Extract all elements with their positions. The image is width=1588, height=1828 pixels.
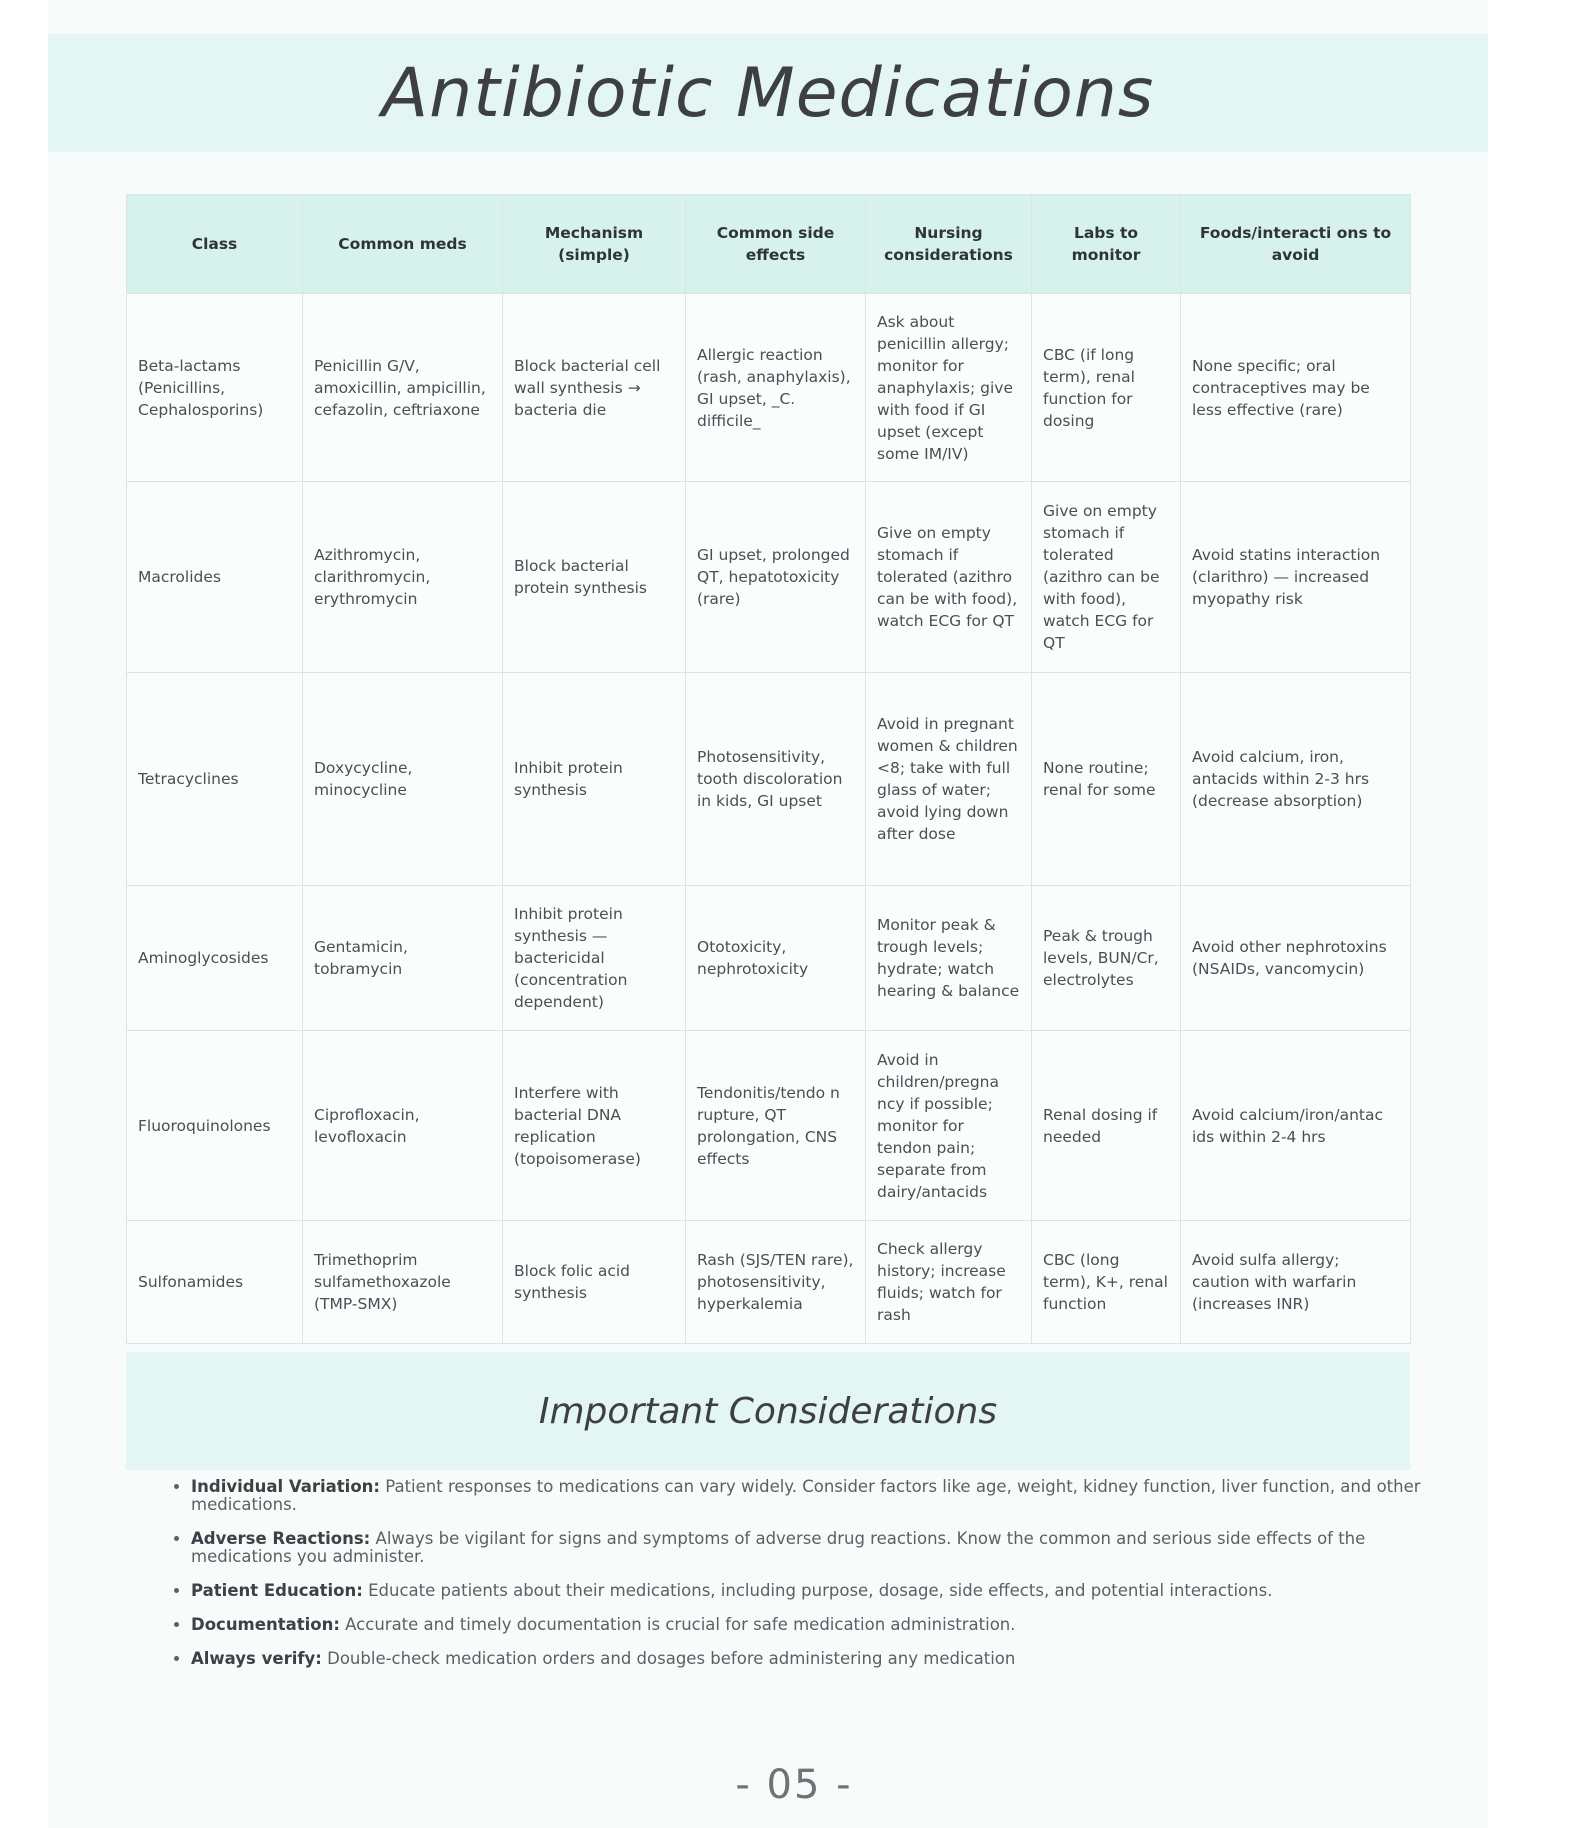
table-row [127,1221,1411,1344]
cell-side-effects: GI upset, prolonged QT, hepatotoxicity (rare) [686,482,866,673]
table-row [127,482,1411,673]
cell-labs: CBC (if long term), renal function for dosing [1032,294,1181,482]
cell-class: Sulfonamides [127,1221,303,1344]
antibiotic-table-container [126,194,1410,1344]
list-item [191,1582,1421,1600]
list-item-lead: Always verify: [191,1649,322,1668]
cell-labs: Renal dosing if needed [1032,1031,1181,1221]
cell-common-meds: Azithromycin, clarithromycin, erythromycin [303,482,503,673]
page-number: - 05 - [735,1762,853,1808]
list-item [191,1650,1421,1668]
header-labs: Labs to monitor [1032,195,1181,294]
page-title: Antibiotic Medications [381,53,1155,133]
cell-nursing: Monitor peak & trough levels; hydrate; watch hearing & balance [866,886,1032,1031]
cell-interactions: None specific; oral contraceptives may be less effective (rare) [1181,294,1411,482]
cell-side-effects: Allergic reaction (rash, anaphylaxis), GI upset, _C. difficile_ [686,294,866,482]
cell-mechanism: Block folic acid synthesis [503,1221,686,1344]
cell-interactions: Avoid sulfa allergy; caution with warfarin (increases INR) [1181,1221,1411,1344]
antibiotic-table [126,194,1411,1344]
considerations-list [165,1478,1421,1684]
list-item-lead: Adverse Reactions: [191,1529,371,1548]
list-item-text: Always be vigilant for signs and symptoms of adverse drug reactions. Know the common and serious side effects of the medications you administer. [191,1529,1366,1566]
considerations-band [126,1352,1410,1470]
cell-common-meds: Ciprofloxacin, levofloxacin [303,1031,503,1221]
header-nursing-considerations: Nursing considerations [866,195,1032,294]
cell-interactions: Avoid calcium/iron/antac ids within 2-4 hrs [1181,1031,1411,1221]
cell-nursing: Ask about penicillin allergy; monitor for anaphylaxis; give with food if GI upset (except some IM/IV) [866,294,1032,482]
cell-interactions: Avoid other nephrotoxins (NSAIDs, vancomycin) [1181,886,1411,1031]
cell-class: Fluoroquinolones [127,1031,303,1221]
list-item-text: Educate patients about their medications, including purpose, dosage, side effects, and potential interactions. [362,1581,1273,1600]
list-item-lead: Patient Education: [191,1581,363,1600]
cell-mechanism: Inhibit protein synthesis — bactericidal (concentration dependent) [503,886,686,1031]
list-item-lead: Documentation: [191,1615,340,1634]
header-common-meds: Common meds [303,195,503,294]
table-header-row [127,195,1411,294]
header-side-effects: Common side effects [686,195,866,294]
cell-common-meds: Trimethoprim sulfamethoxazole (TMP-SMX) [303,1221,503,1344]
list-item-text: Accurate and timely documentation is crucial for safe medication administration. [339,1615,1016,1634]
table-row [127,1031,1411,1221]
list-item [191,1616,1421,1634]
header-mechanism: Mechanism (simple) [503,195,686,294]
cell-side-effects: Rash (SJS/TEN rare), photosensitivity, hyperkalemia [686,1221,866,1344]
cell-common-meds: Doxycycline, minocycline [303,673,503,886]
cell-nursing: Check allergy history; increase fluids; watch for rash [866,1221,1032,1344]
cell-labs: Peak & trough levels, BUN/Cr, electrolytes [1032,886,1181,1031]
title-band [48,34,1488,152]
list-item [191,1530,1421,1566]
cell-mechanism: Block bacterial cell wall synthesis → bacteria die [503,294,686,482]
cell-labs: Give on empty stomach if tolerated (azithro can be with food), watch ECG for QT [1032,482,1181,673]
cell-side-effects: Tendonitis/tendo n rupture, QT prolongation, CNS effects [686,1031,866,1221]
cell-interactions: Avoid calcium, iron, antacids within 2-3 hrs (decrease absorption) [1181,673,1411,886]
cell-side-effects: Photosensitivity, tooth discoloration in kids, GI upset [686,673,866,886]
list-item [191,1478,1421,1514]
cell-side-effects: Ototoxicity, nephrotoxicity [686,886,866,1031]
considerations-heading: Important Considerations [538,1390,998,1432]
cell-class: Macrolides [127,482,303,673]
cell-mechanism: Interfere with bacterial DNA replication (topoisomerase) [503,1031,686,1221]
cell-nursing: Give on empty stomach if tolerated (azithro can be with food), watch ECG for QT [866,482,1032,673]
cell-labs: CBC (long term), K+, renal function [1032,1221,1181,1344]
table-row [127,294,1411,482]
cell-common-meds: Gentamicin, tobramycin [303,886,503,1031]
cell-common-meds: Penicillin G/V, amoxicillin, ampicillin, cefazolin, ceftriaxone [303,294,503,482]
cell-class: Beta-lactams (Penicillins, Cephalosporins) [127,294,303,482]
list-item-lead: Individual Variation: [191,1477,381,1496]
header-interactions: Foods/interacti ons to avoid [1181,195,1411,294]
header-class: Class [127,195,303,294]
cell-mechanism: Inhibit protein synthesis [503,673,686,886]
cell-class: Aminoglycosides [127,886,303,1031]
list-item-text: Patient responses to medications can vary widely. Consider factors like age, weight, kidney function, liver function, and other medications. [191,1477,1421,1514]
table-row [127,886,1411,1031]
cell-class: Tetracyclines [127,673,303,886]
cell-nursing: Avoid in children/pregna ncy if possible; monitor for tendon pain; separate from dairy/antacids [866,1031,1032,1221]
cell-interactions: Avoid statins interaction (clarithro) — increased myopathy risk [1181,482,1411,673]
cell-mechanism: Block bacterial protein synthesis [503,482,686,673]
list-item-text: Double-check medication orders and dosages before administering any medication [321,1649,1016,1668]
cell-nursing: Avoid in pregnant women & children <8; take with full glass of water; avoid lying down after dose [866,673,1032,886]
table-row [127,673,1411,886]
cell-labs: None routine; renal for some [1032,673,1181,886]
